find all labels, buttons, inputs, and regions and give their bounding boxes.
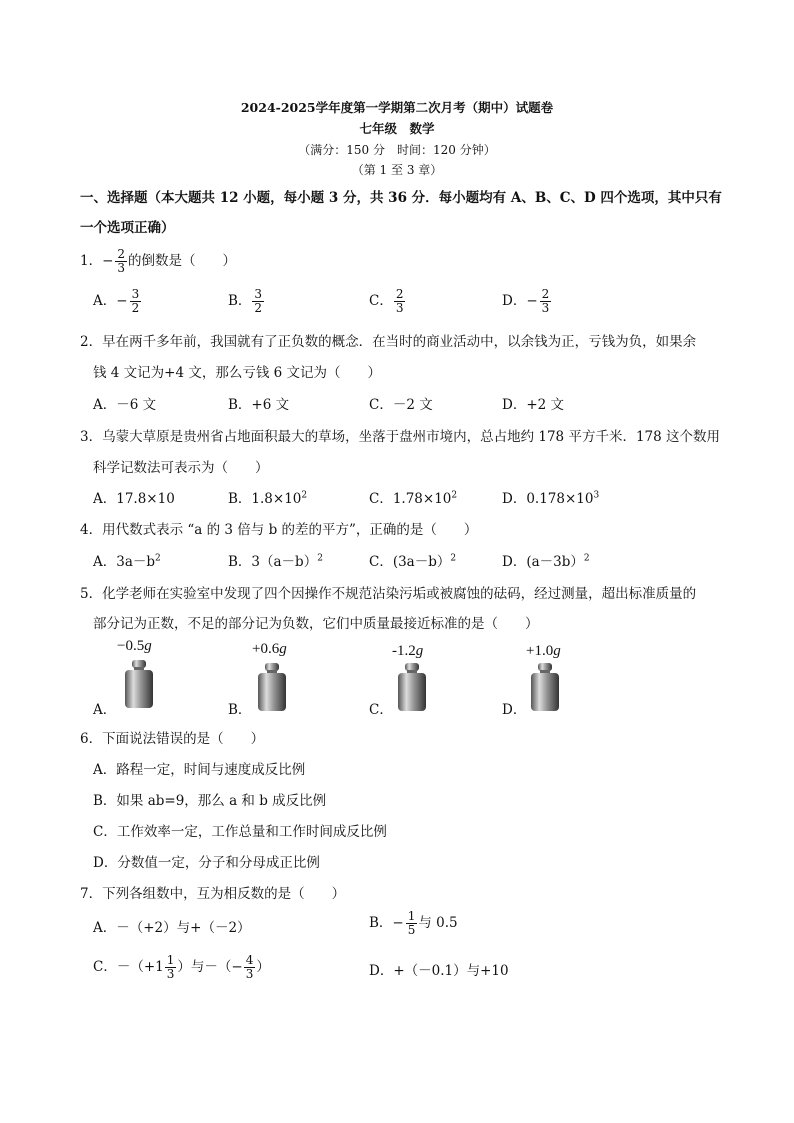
q5-option-a-letter: A． bbox=[93, 702, 117, 718]
q1-option-d bbox=[502, 288, 552, 315]
q4-b-exp: 2 bbox=[317, 553, 323, 564]
q1-c-frac bbox=[394, 288, 406, 315]
q3-option-c bbox=[369, 487, 457, 507]
q1-d-den: 3 bbox=[541, 301, 550, 315]
q3-c-text: C．1.78×10 bbox=[369, 491, 452, 507]
question-4-line1: 4．用代数式表示 “a 的 3 倍与 b 的差的平方”，正确的是（ ） bbox=[80, 522, 478, 538]
q5-a-value: −0.5 bbox=[117, 638, 145, 654]
q1-d-neg: − bbox=[526, 293, 538, 309]
q1-d-frac bbox=[540, 288, 552, 315]
q3-d-text: D．0.178×10 bbox=[502, 491, 594, 507]
q5-d-unit: g bbox=[553, 643, 561, 659]
page-subtitle: 七年级 数学 bbox=[359, 121, 435, 136]
q1-frac-den: 3 bbox=[117, 261, 126, 275]
section-heading-line2: 一个选项正确） bbox=[80, 220, 175, 236]
q7-c-post: ） bbox=[256, 959, 270, 975]
q4-c-text: C．(3a－b） bbox=[369, 554, 451, 570]
q4-c-exp: 2 bbox=[450, 553, 457, 564]
q4-a-exp: 2 bbox=[155, 553, 161, 564]
q7-c-num2: 4 bbox=[245, 953, 254, 967]
q1-a-den: 2 bbox=[131, 301, 140, 315]
q2-option-c: C．－2 文 bbox=[369, 397, 433, 413]
q3-option-a bbox=[93, 487, 175, 507]
question-3-line1: 3．乌蒙大草原是贵州省占地面积最大的草场，坐落于盘州市境内，总占地约 178 平方千米．178 这个数用 bbox=[80, 429, 720, 445]
q1-d-num: 2 bbox=[541, 287, 550, 301]
q6-option-d: D．分数值一定，分子和分母成正比例 bbox=[93, 855, 320, 871]
q1-a-letter: A． bbox=[93, 293, 117, 309]
q5-option-c-label bbox=[392, 643, 423, 660]
q6-option-b: B．如果 ab=9，那么 a 和 b 成反比例 bbox=[93, 793, 327, 809]
q4-option-d bbox=[502, 550, 590, 570]
score-time: （满分：150 分 时间：120 分钟） bbox=[298, 143, 496, 157]
q5-d-value: +1.0 bbox=[526, 643, 554, 659]
q7-option-b bbox=[369, 910, 458, 937]
q6-option-c: C．工作效率一定，工作总量和工作时间成反比例 bbox=[93, 824, 387, 840]
q1-option-c bbox=[369, 288, 406, 315]
q5-option-b-label bbox=[252, 641, 287, 658]
q4-option-a bbox=[93, 550, 161, 570]
question-5-line2: 部分记为正数，不足的部分记为负数，它们中质量最接近标准的是（ ） bbox=[93, 616, 539, 632]
q5-option-d-letter: D． bbox=[502, 702, 527, 718]
q7-c-frac1 bbox=[165, 954, 177, 981]
q7-option-d: D．+（－0.1）与+10 bbox=[369, 963, 509, 979]
q7-c-frac2 bbox=[244, 954, 256, 981]
q1-a-num: 3 bbox=[131, 287, 140, 301]
section-heading-line1: 一、选择题（本大题共 12 小题，每小题 3 分，共 36 分．每小题均有 A、B、C、D 四个选项，其中只有 bbox=[80, 190, 722, 206]
q3-c-exp: 2 bbox=[451, 490, 458, 501]
q1-b-frac bbox=[252, 288, 264, 315]
question-2-line2: 钱 4 文记为+4 文，那么亏钱 6 文记为（ ） bbox=[93, 365, 382, 381]
q3-option-d bbox=[502, 487, 599, 507]
q3-d-exp: 3 bbox=[593, 490, 600, 501]
q7-b-neg: − bbox=[392, 915, 404, 931]
question-3-line2: 科学记数法可表示为（ ） bbox=[93, 460, 269, 476]
q7-c-pre: C．－（+1 bbox=[93, 959, 164, 975]
q1-c-den: 3 bbox=[395, 301, 404, 315]
q1-b-den: 2 bbox=[254, 301, 263, 315]
q7-b-letter: B． bbox=[369, 915, 393, 931]
q7-b-num: 1 bbox=[407, 909, 416, 923]
q7-b-frac bbox=[406, 910, 418, 937]
q1-d-letter: D． bbox=[502, 293, 527, 309]
q5-c-value: -1.2 bbox=[392, 643, 416, 659]
q1-neg: − bbox=[102, 253, 114, 269]
q1-b-letter: B． bbox=[228, 293, 252, 309]
question-1 bbox=[80, 248, 236, 275]
question-7-line1: 7．下列各组数中，互为相反数的是（ ） bbox=[80, 886, 346, 902]
weight-icon bbox=[396, 661, 428, 717]
chapter-scope: （第 1 至 3 章） bbox=[351, 163, 443, 177]
q4-b-text: B．3（a－b） bbox=[228, 554, 318, 570]
q5-b-value: +0.6 bbox=[252, 641, 280, 657]
q2-option-a: A．－6 文 bbox=[93, 397, 157, 413]
q7-c-den2: 3 bbox=[245, 967, 254, 981]
q7-b-post: 与 0.5 bbox=[418, 915, 458, 931]
q3-b-text: B．1.8×10 bbox=[228, 491, 302, 507]
q5-c-unit: g bbox=[415, 643, 424, 659]
q1-fraction bbox=[115, 248, 127, 275]
q5-option-c-letter: C． bbox=[369, 702, 393, 718]
q1-c-num: 2 bbox=[395, 287, 404, 301]
q7-option-c bbox=[93, 954, 270, 981]
q4-option-b bbox=[228, 550, 323, 570]
q4-option-c bbox=[369, 550, 456, 570]
question-2-line1: 2．早在两千多年前，我国就有了正负数的概念．在当时的商业活动中，以余钱为正，亏钱为负，如果余 bbox=[80, 334, 697, 350]
q7-b-den: 5 bbox=[407, 923, 416, 937]
q4-d-exp: 2 bbox=[583, 553, 590, 564]
q1-option-b bbox=[228, 288, 265, 315]
question-6-line1: 6．下面说法错误的是（ ） bbox=[80, 731, 265, 747]
q1-number: 1． bbox=[80, 253, 103, 269]
q4-d-text: D．(a－3b） bbox=[502, 554, 584, 570]
q4-a-text: A．3a－b bbox=[93, 554, 156, 570]
q7-c-mid: ）与－（− bbox=[177, 959, 243, 975]
q6-option-a: A．路程一定，时间与速度成反比例 bbox=[93, 762, 306, 778]
q2-option-b: B．+6 文 bbox=[228, 397, 290, 413]
q3-option-b bbox=[228, 487, 307, 507]
q1-frac-num: 2 bbox=[117, 247, 126, 261]
q5-a-unit: g bbox=[144, 638, 152, 654]
q3-b-exp: 2 bbox=[301, 490, 308, 501]
q5-option-d-label bbox=[526, 643, 561, 660]
q5-option-b-letter: B． bbox=[228, 702, 252, 718]
q1-b-num: 3 bbox=[254, 287, 263, 301]
weight-icon bbox=[123, 658, 155, 714]
weight-icon bbox=[529, 661, 561, 717]
q1-a-frac bbox=[130, 288, 142, 315]
q1-a-neg: − bbox=[116, 293, 128, 309]
q5-b-unit: g bbox=[279, 641, 287, 657]
weight-icon bbox=[256, 661, 288, 717]
q7-c-num1: 1 bbox=[166, 953, 175, 967]
q5-option-a-label bbox=[117, 638, 152, 655]
q3-a-text: A．17.8×10 bbox=[93, 491, 175, 507]
q1-option-a bbox=[93, 288, 142, 315]
q1-c-letter: C． bbox=[369, 293, 393, 309]
question-5-line1: 5．化学老师在实验室中发现了四个因操作不规范沾染污垢或被腐蚀的砝码，经过测量，超出标准质量的 bbox=[80, 586, 697, 602]
q1-text: 的倒数是（ ） bbox=[128, 253, 237, 269]
q7-c-den1: 3 bbox=[166, 967, 175, 981]
q2-option-d: D．+2 文 bbox=[502, 397, 565, 413]
q7-option-a: A．－（+2）与+（－2） bbox=[93, 920, 251, 936]
page-title: 2024-2025学年度第一学期第二次月考（期中）试题卷 bbox=[240, 100, 554, 115]
